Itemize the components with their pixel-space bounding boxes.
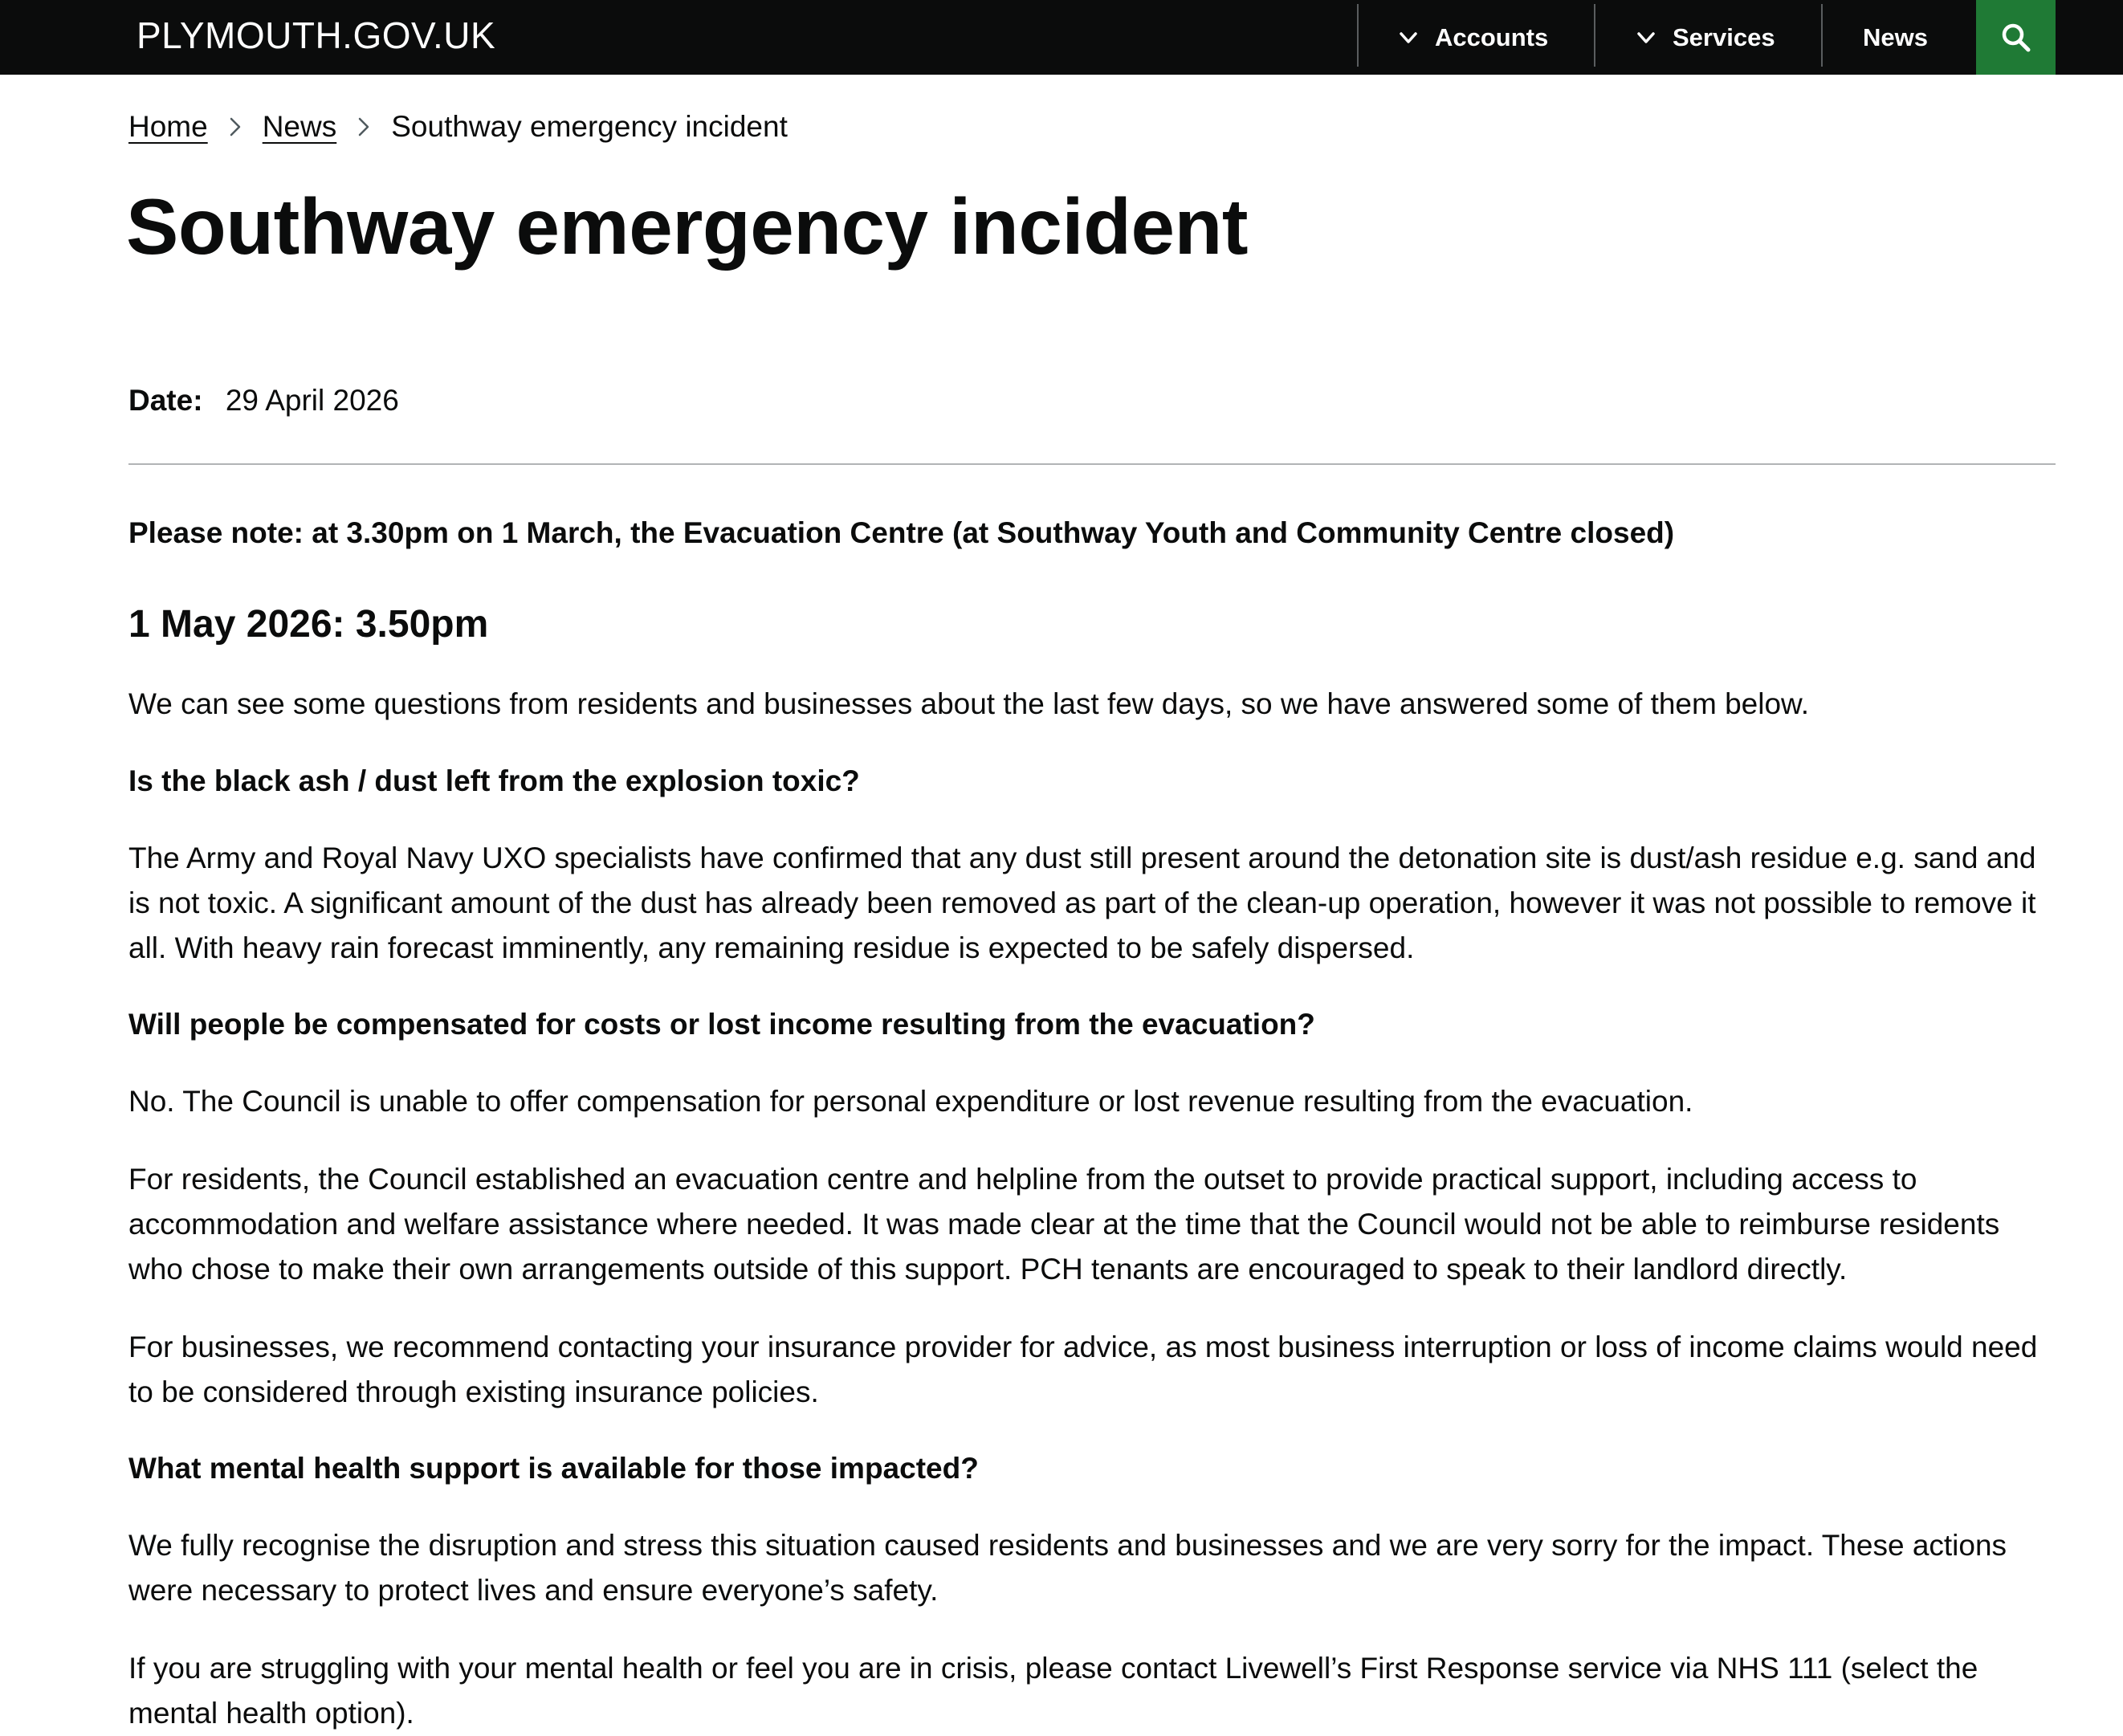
closure-note: Please note: at 3.30pm on 1 March, the Evacuation Centre (at Southway Youth and Community Centre closed) [128,516,1675,549]
intro-paragraph: We can see some questions from residents and businesses about the last few days, so we have answered some of them below. [128,687,1810,720]
chevron-down-icon [1637,29,1655,47]
article-date [128,381,399,421]
chevron-down-icon [1400,29,1417,47]
answer-compensation-residents: For residents, the Council established an evacuation centre and helpline from the outset to provide practical support, including access to accommodation and welfare assistance where needed. It was made clear at the time that the Council would not be able to reimburse residents who chose to make their own arrangements outside of this support. PCH tenants are encouraged to speak to their landlord directly. [128,1163,2000,1286]
chevron-right-icon [226,115,245,139]
nav-divider [1357,4,1359,67]
answer-compensation-no: No. The Council is unable to offer compensation for personal expenditure or lost revenue resulting from the evacuation. [128,1085,1693,1118]
site-header [0,0,2123,75]
date-label: Date: [128,384,203,417]
date-value: 29 April 2026 [225,384,399,417]
question-compensation: Will people be compensated for costs or lost income resulting from the evacuation? [128,1008,1315,1041]
site-logo[interactable]: PLYMOUTH.GOV.UK [137,14,496,56]
page-title: Southway emergency incident [126,182,1248,271]
chevron-right-icon [354,115,373,139]
search-button[interactable] [1976,0,2056,75]
section-divider [128,463,2056,465]
answer-ash-toxic: The Army and Royal Navy UXO specialists have confirmed that any dust still present around the detonation site is dust/ash residue e.g. sand and is not toxic. A significant amount of the dust has already been removed as part of the clean-up operation, however it was not possible to remove it all. With heavy rain forecast imminently, any remaining residue is expected to be safely dispersed. [128,842,2036,964]
breadcrumb-news-link[interactable]: News [262,110,337,143]
answer-compensation-businesses: For businesses, we recommend contacting your insurance provider for advice, as most business interruption or loss of income claims would need to be considered through existing insurance policies. [128,1331,2038,1408]
question-ash-toxic: Is the black ash / dust left from the explosion toxic? [128,764,860,797]
nav-services-button[interactable] [1637,0,1775,75]
nav-accounts-button[interactable] [1400,0,1548,75]
search-icon [2000,22,2032,54]
question-mental-health: What mental health support is available for those impacted? [128,1452,979,1485]
nav-accounts-label: Accounts [1435,22,1549,51]
nav-news-label: News [1863,22,1928,51]
nav-news-link[interactable] [1863,0,1928,75]
breadcrumb-current: Southway emergency incident [391,110,788,143]
nav-divider [1594,4,1595,67]
nav-divider [1821,4,1823,67]
breadcrumb-home-link[interactable]: Home [128,110,208,143]
answer-mental-health-sorry: We fully recognise the disruption and stress this situation caused residents and businesses and we are very sorry for the impact. These actions were necessary to protect lives and ensure everyone’s safety. [128,1529,2007,1607]
breadcrumb [128,104,788,149]
answer-mental-health-contact: If you are struggling with your mental health or feel you are in crisis, please contact Livewell’s First Response service via NHS 111 (select the mental health option). [128,1652,1978,1730]
update-heading: 1 May 2026: 3.50pm [128,603,489,646]
nav-services-label: Services [1673,22,1775,51]
